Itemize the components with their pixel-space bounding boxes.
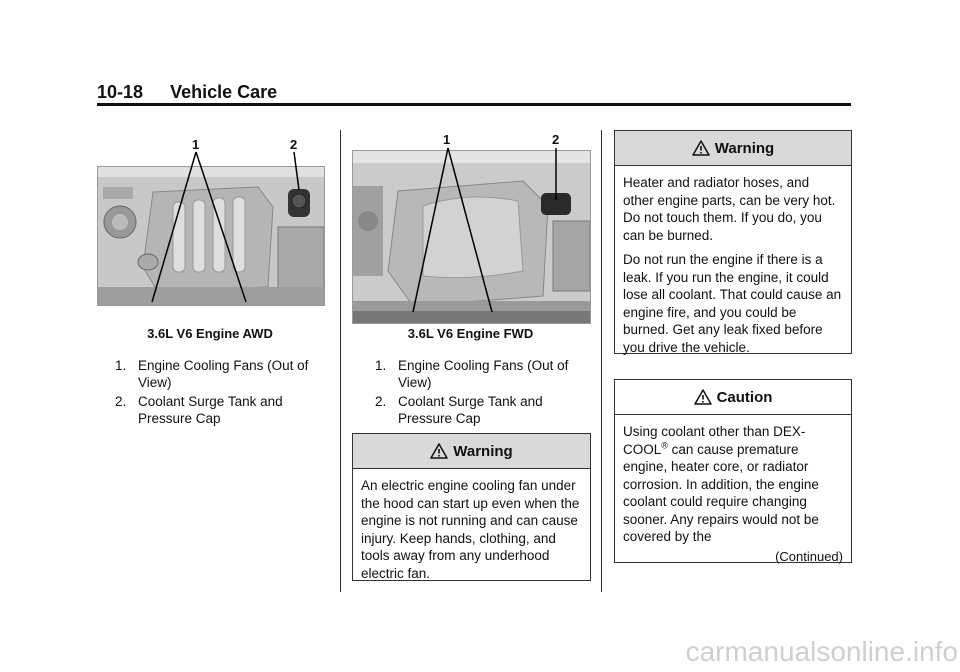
- engine-photo-awd: [97, 166, 325, 306]
- callout-1-awd: 1: [192, 137, 200, 152]
- warning-title: Warning: [714, 139, 775, 157]
- callout-2-awd: 2: [290, 137, 298, 152]
- watermark: carmanualsonline.info: [685, 636, 958, 667]
- warning-title: Warning: [453, 442, 513, 460]
- warning-paragraph-2: Do not run the engine if there is a leak. If you run the engine, it could lose all coolant. That could cause an engine fire, and you could be burned. Get any leak fixed before you drive the vehicle.: [623, 252, 842, 355]
- list-item: 1. Engine Cooling Fans (Out of View): [375, 358, 569, 390]
- column-divider-1: [340, 130, 341, 592]
- warning-triangle-icon: [430, 443, 448, 459]
- caution-box: [614, 379, 852, 563]
- list-item: 2. Coolant Surge Tank and Pressure Cap: [115, 394, 283, 426]
- registered-mark: ®: [661, 440, 668, 450]
- caption-awd: 3.6L V6 Engine AWD: [147, 326, 273, 341]
- caution-title: Caution: [716, 388, 773, 406]
- section-title: Vehicle Care: [170, 82, 278, 102]
- caption-fwd: 3.6L V6 Engine FWD: [407, 326, 534, 341]
- page-number: 10-18: [97, 82, 144, 102]
- caution-text: Using coolant other than DEX-COOL® can cause premature engine, heater core, or radiator corrosion. In addition, the engine coolant could require changing sooner. Any repairs would not be covered by the: [623, 424, 819, 544]
- page-header: [97, 82, 277, 103]
- warning-triangle-icon: [692, 140, 710, 156]
- caution-triangle-icon: [694, 389, 712, 405]
- list-item: 1. Engine Cooling Fans (Out of View): [115, 358, 309, 390]
- engine-photo-fwd: [352, 150, 591, 324]
- header-rule: [97, 103, 851, 106]
- caution-header: [615, 380, 851, 415]
- continued-label: (Continued): [775, 548, 843, 564]
- list-awd: [115, 357, 325, 429]
- warning-box-fan: [352, 433, 591, 581]
- warning-text: An electric engine cooling fan under the hood can start up even when the engine is not running and can cause injury. Keep hands, clothing, and tools away from any underhood electric fan.: [361, 478, 580, 581]
- callout-1-fwd: 1: [443, 132, 451, 147]
- warning-box-hot: [614, 130, 852, 354]
- list-item: 2. Coolant Surge Tank and Pressure Cap: [375, 394, 543, 426]
- callout-2-fwd: 2: [552, 132, 560, 147]
- list-fwd: [375, 357, 585, 429]
- warning-paragraph-1: Heater and radiator hoses, and other engine parts, can be very hot. Do not touch them. If you do, you can be burned.: [623, 175, 836, 243]
- column-divider-2: [601, 130, 602, 592]
- warning-header: [353, 434, 590, 469]
- warning-header: [615, 131, 851, 166]
